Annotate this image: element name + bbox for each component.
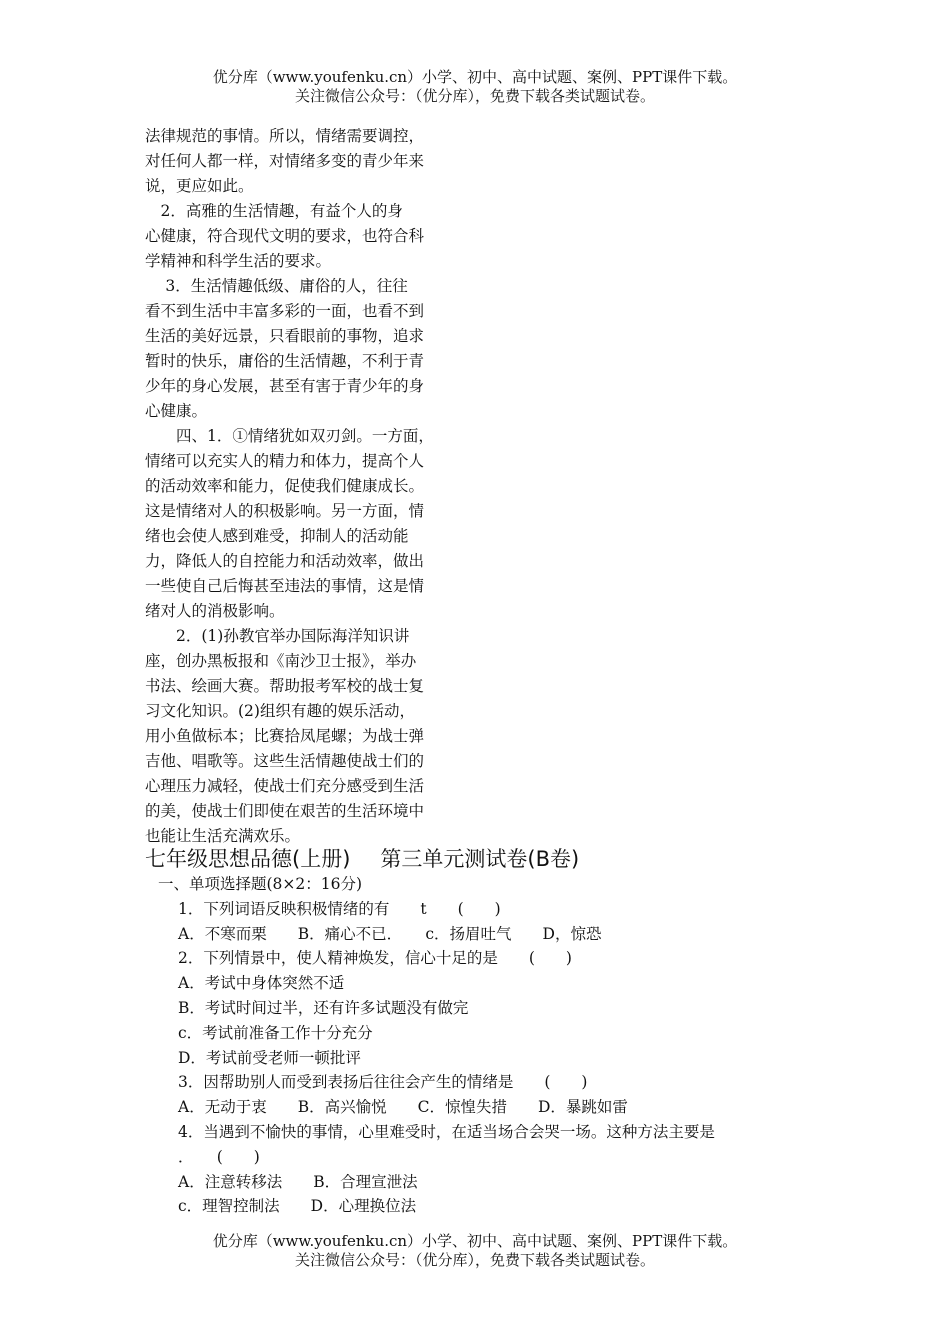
section-heading: 一、单项选择题(8×2：16分)	[158, 875, 363, 893]
text-line: 2．(1)孙教官举办国际海洋知识讲	[145, 627, 410, 645]
header-line-2: 关注微信公众号：（优分库），免费下载各类试题试卷。	[294, 87, 655, 105]
text-line: 四、1．①情绪犹如双刃剑。一方面，	[145, 427, 434, 445]
question-4-options-ab: A．注意转移法 B．合理宣泄法	[178, 1172, 418, 1191]
text-line: 说，更应如此。	[145, 177, 254, 195]
question-1-options: A．不寒而栗 B．痛心不已． c．扬眉吐气 D，惊恐	[178, 924, 602, 943]
text-line: 力，降低人的自控能力和活动效率，做出	[145, 552, 425, 570]
text-line: 法律规范的事情。所以，情绪需要调控，	[145, 127, 425, 145]
page-footer	[0, 1232, 950, 1270]
text-line: 一些使自己后悔甚至违法的事情，这是情	[145, 577, 425, 595]
text-line: 心健康。	[145, 402, 208, 420]
text-line: 心健康，符合现代文明的要求，也符合科	[145, 227, 425, 245]
question-2-option-c: c．考试前准备工作十分充分	[178, 1023, 373, 1042]
question-4: 4．当遇到不愉快的事情，心里难受时，在适当场合会哭一场。这种方法主要是	[178, 1122, 715, 1141]
answer-column	[145, 124, 470, 849]
text-line: 这是情绪对人的积极影响。另一方面，情	[145, 502, 425, 520]
text-line: 习文化知识。(2)组织有趣的娱乐活动，	[145, 702, 415, 720]
text-line: 也能让生活充满欢乐。	[145, 827, 301, 845]
question-3: 3．因帮助别人而受到表扬后往往会产生的情绪是 ( )	[178, 1073, 588, 1092]
exam-body	[158, 872, 778, 1219]
text-line: 暂时的快乐，庸俗的生活情趣，不利于青	[145, 352, 425, 370]
exam-title	[145, 845, 579, 873]
question-4-options-cd: c．理智控制法 D．心理换位法	[178, 1197, 417, 1216]
text-line: 用小鱼做标本；比赛拾凤尾螺；为战士弹	[145, 727, 425, 745]
question-3-options: A．无动于衷 B．高兴愉悦 C．惊惶失措 D．暴跳如雷	[178, 1098, 628, 1117]
page-header	[0, 68, 950, 106]
text-line: 看不到生活中丰富多彩的一面，也看不到	[145, 302, 425, 320]
question-2-option-d: D．考试前受老师一顿批评	[178, 1048, 361, 1067]
text-line: 少年的身心发展，甚至有害于青少年的身	[145, 377, 425, 395]
header-line-1: 优分库（www.youfenku.cn）小学、初中、高中试题、案例、PPT课件下载。	[212, 68, 738, 86]
text-line: 的美，使战士们即使在艰苦的生活环境中	[145, 802, 425, 820]
text-line: 吉他、唱歌等。这些生活情趣使战士们的	[145, 752, 425, 770]
text-line: 对任何人都一样，对情绪多变的青少年来	[145, 152, 425, 170]
text-line: 绪对人的消极影响。	[145, 602, 285, 620]
text-line: 的活动效率和能力，促使我们健康成长。	[145, 477, 425, 495]
exam-title-unit: 第三单元测试卷(B卷)	[380, 847, 580, 871]
text-line: 绪也会使人感到难受，抑制人的活动能	[145, 527, 409, 545]
exam-title-grade: 七年级思想品德(上册)	[145, 847, 351, 871]
text-line: 学精神和科学生活的要求。	[145, 252, 332, 270]
question-1: 1．下列词语反映积极情绪的有 t ( )	[178, 899, 501, 918]
text-line: 生活的美好远景，只看眼前的事物，追求	[145, 327, 425, 345]
text-line: 3．生活情趣低级、庸俗的人，往往	[145, 277, 408, 295]
question-4-continued: ． ( )	[178, 1147, 260, 1166]
text-line: 书法、绘画大赛。帮助报考军校的战士复	[145, 677, 425, 695]
footer-line-2: 关注微信公众号：（优分库），免费下载各类试题试卷。	[294, 1251, 655, 1269]
text-line: 情绪可以充实人的精力和体力，提高个人	[145, 452, 425, 470]
question-2: 2．下列情景中，使人精神焕发，信心十足的是 ( )	[178, 949, 572, 968]
question-2-option-a: A．考试中身体突然不适	[178, 974, 345, 993]
footer-line-1: 优分库（www.youfenku.cn）小学、初中、高中试题、案例、PPT课件下载。	[212, 1232, 738, 1250]
text-line: 2．高雅的生活情趣，有益个人的身	[145, 202, 403, 220]
text-line: 座，创办黑板报和《南沙卫士报》，举办	[145, 652, 417, 670]
question-2-option-b: B．考试时间过半，还有许多试题没有做完	[178, 998, 469, 1017]
text-line: 心理压力减轻，使战士们充分感受到生活	[145, 777, 425, 795]
